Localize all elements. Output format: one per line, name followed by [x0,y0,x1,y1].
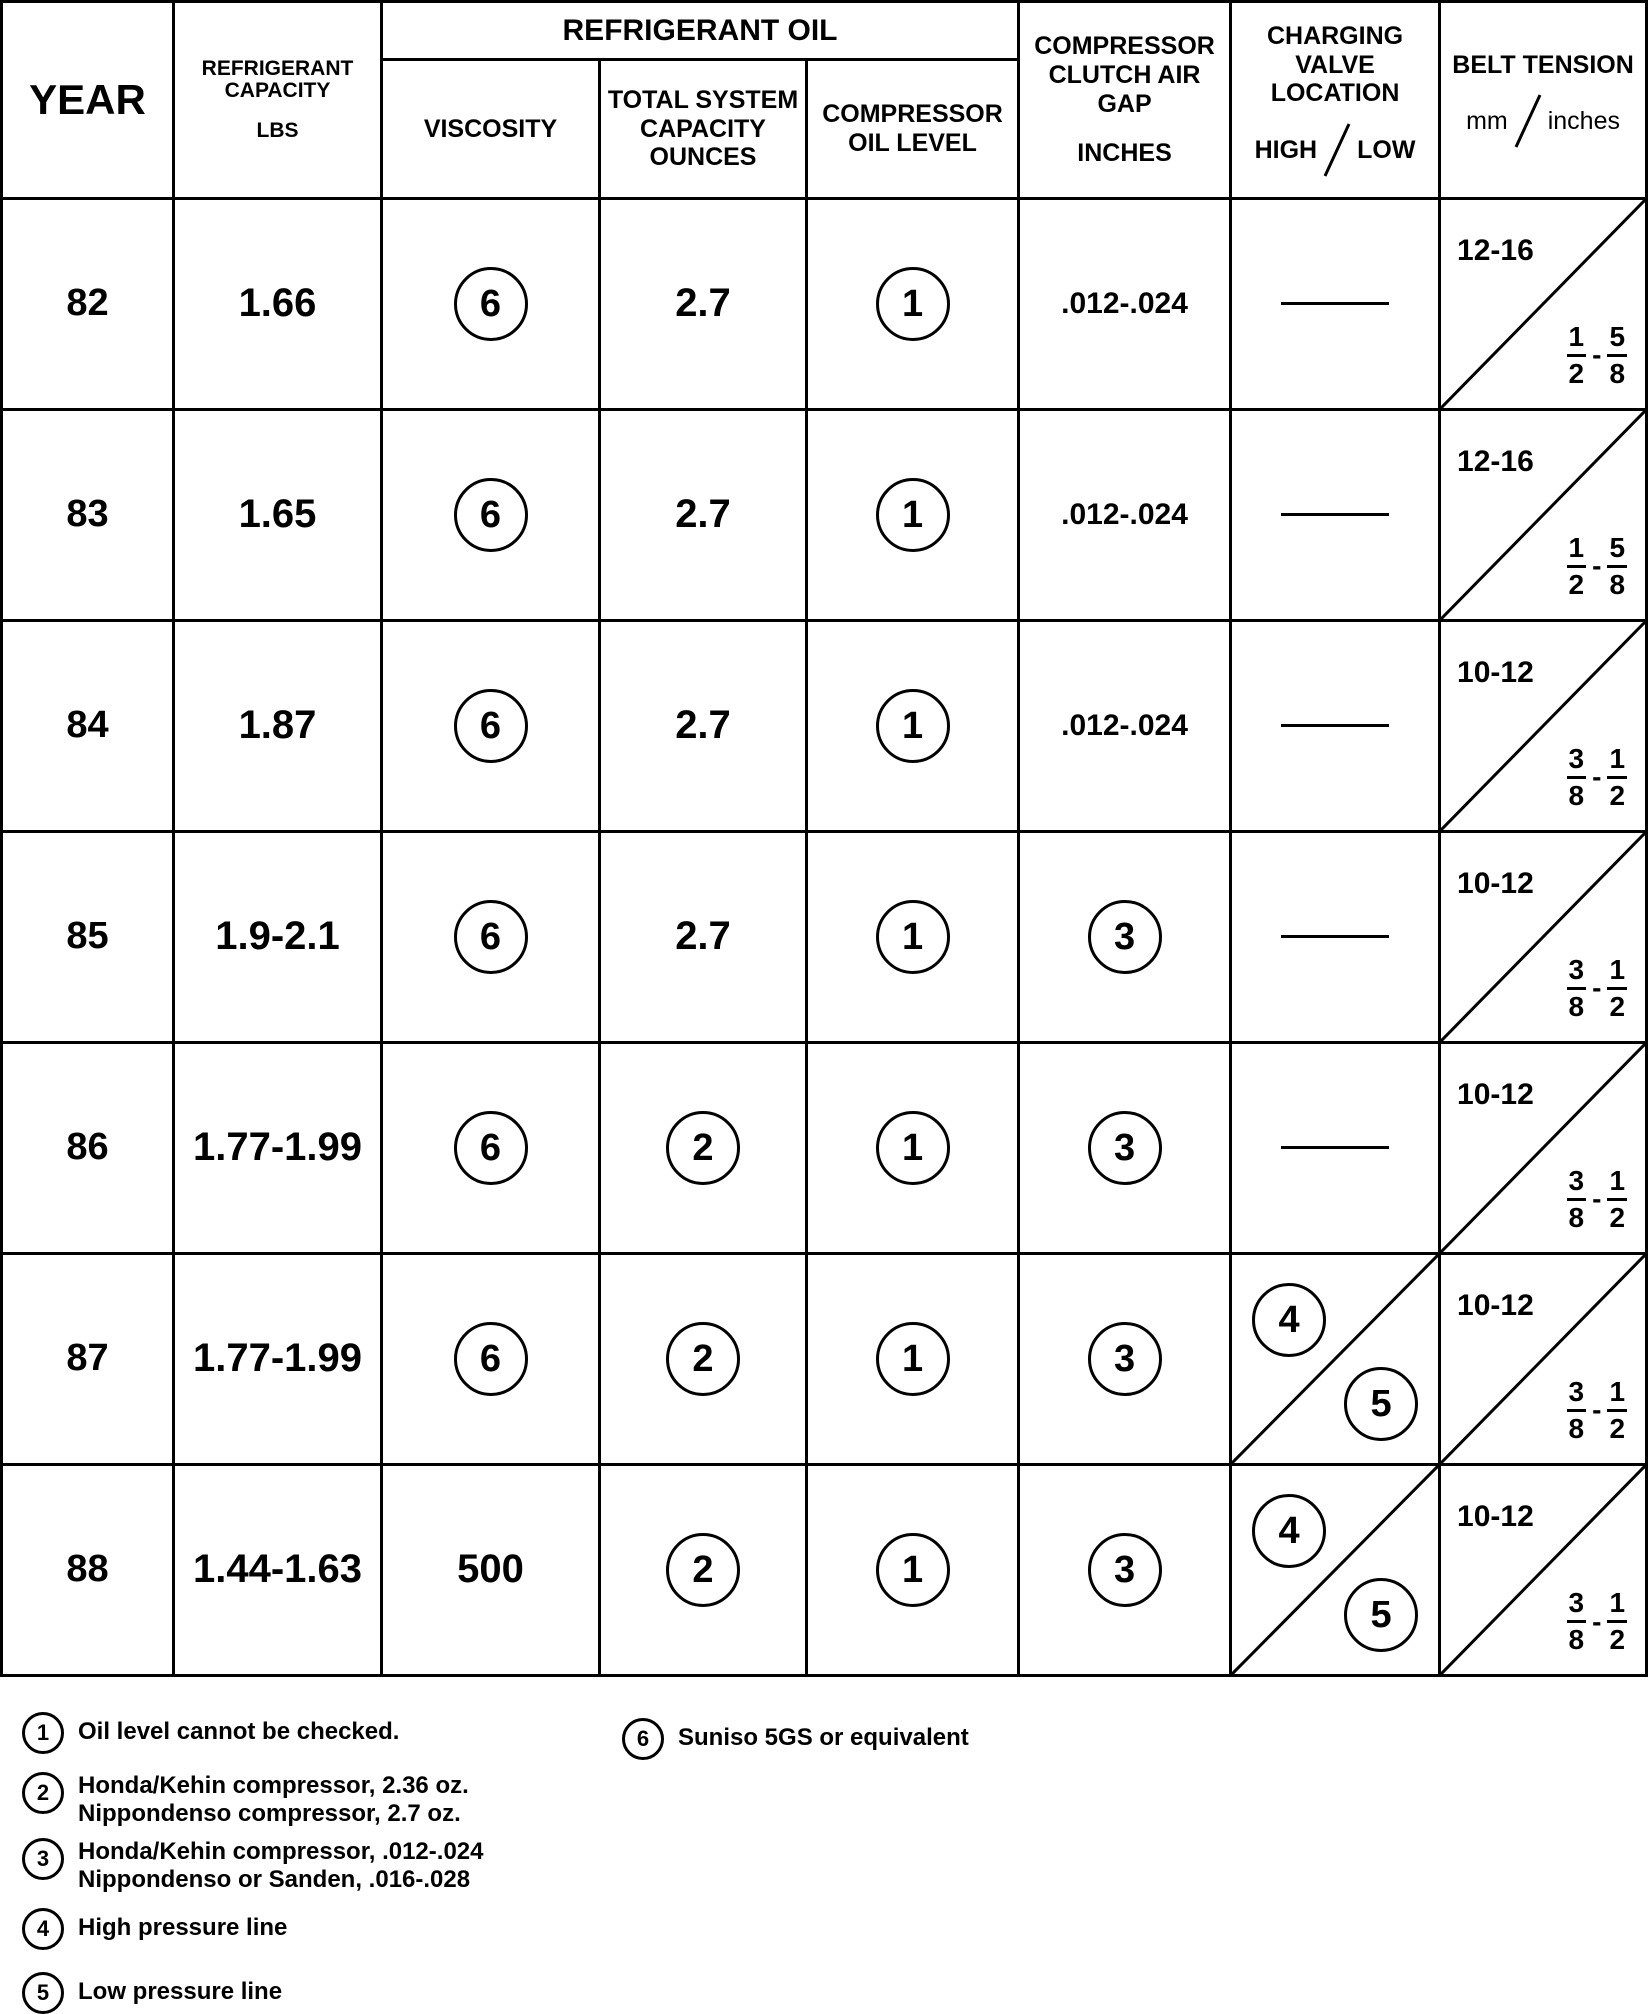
cell-text: .012-.024 [1061,708,1188,742]
legend-item-4 [22,1908,287,1950]
fraction-denominator: 2 [1609,779,1626,811]
fraction-numerator: 1 [1607,1378,1627,1412]
belt-tension-inches [1567,953,1627,1022]
fraction-denominator: 2 [1609,1201,1626,1233]
fraction-separator: - [1592,339,1602,371]
header-mm: mm [1466,106,1508,135]
legend-line: Nippondenso compressor, 2.7 oz. [78,1799,461,1827]
table-row [2,198,1647,409]
cell-refrigerant-capacity: 1.87 [174,620,382,831]
cell-gap [1019,198,1231,409]
legend-item-5 [22,1972,282,2014]
fraction-min [1567,1164,1587,1233]
no-value-dash [1281,302,1389,305]
cell-gap [1019,409,1231,620]
fraction-numerator: 3 [1567,1167,1587,1201]
cell-belt-tension [1440,831,1647,1042]
header-charging-valve [1231,2,1440,199]
cell-oil-level [807,831,1019,1042]
legend-item-6 [622,1718,969,1760]
cell-refrigerant-capacity: 1.9-2.1 [174,831,382,1042]
no-value-dash [1281,935,1389,938]
fraction-max [1607,320,1627,389]
cell-gap [1019,1042,1231,1253]
note-marker-2: 2 [22,1772,64,1814]
fraction-denominator: 2 [1609,1412,1626,1444]
fraction-min [1567,1589,1587,1654]
fraction-numerator: 1 [1607,1167,1627,1201]
belt-tension-mm: 10-12 [1457,655,1534,689]
header-clutch-air-gap-label: COMPRESSOR CLUTCH AIR GAP [1034,32,1215,118]
note-marker-1: 1 [876,1533,950,1607]
legend [0,1690,1648,2010]
note-marker-1: 1 [876,689,950,763]
header-year: YEAR [2,2,174,199]
note-marker-6: 6 [454,900,528,974]
note-marker-2: 2 [666,1322,740,1396]
fraction-separator: - [1592,1394,1602,1426]
cell-viscosity [382,1464,600,1675]
cell-text: 2.7 [675,703,731,748]
cell-text: 2.7 [675,492,731,537]
cell-charging-valve [1231,831,1440,1042]
note-marker-4: 4 [1252,1494,1326,1568]
diagonal-divider [1232,1255,1438,1463]
belt-tension-mm: 10-12 [1457,1499,1534,1533]
note-marker-6: 6 [622,1718,664,1760]
belt-tension-inches [1567,320,1627,389]
cell-charging-valve [1231,198,1440,409]
belt-tension-mm: 12-16 [1457,233,1534,267]
fraction-numerator: 1 [1567,534,1587,568]
note-marker-2: 2 [666,1111,740,1185]
fraction-min [1567,953,1587,1022]
cell-viscosity [382,1253,600,1464]
cell-gap [1019,831,1231,1042]
header-belt-tension-label: BELT TENSION [1452,50,1634,79]
cell-refrigerant-capacity: 1.77-1.99 [174,1253,382,1464]
cell-belt-tension [1440,1253,1647,1464]
header-high: HIGH [1254,135,1318,164]
slash-divider [1510,93,1546,149]
table-row [2,1253,1647,1464]
note-marker-6: 6 [454,1111,528,1185]
legend-line: Low pressure line [78,1978,283,2005]
note-marker-5: 5 [1344,1367,1418,1441]
note-marker-4: 4 [1252,1283,1326,1357]
header-mm-inches [1441,93,1645,149]
legend-item-3 [22,1838,483,1893]
legend-text [78,1914,287,1942]
note-marker-3: 3 [1088,900,1162,974]
header-clutch-air-gap [1019,2,1231,199]
header-belt-tension [1440,2,1647,199]
cell-belt-tension [1440,198,1647,409]
no-value-dash [1281,513,1389,516]
note-marker-6: 6 [454,478,528,552]
note-marker-6: 6 [454,267,528,341]
legend-text [78,1838,483,1893]
cell-belt-tension [1440,1042,1647,1253]
note-marker-4: 4 [22,1908,64,1950]
fraction-max [1607,1589,1627,1654]
fraction-numerator: 5 [1607,534,1627,568]
legend-line: Honda/Kehin compressor, 2.36 oz. [78,1772,469,1799]
table-row [2,831,1647,1042]
cell-text: 500 [457,1547,524,1592]
diagonal-divider [1232,1466,1438,1674]
table-row [2,409,1647,620]
cell-viscosity [382,620,600,831]
cell-text: .012-.024 [1061,286,1188,320]
belt-tension-mm: 10-12 [1457,866,1534,900]
table-row [2,1042,1647,1253]
cell-belt-tension [1440,620,1647,831]
fraction-separator: - [1592,550,1602,582]
cell-viscosity [382,831,600,1042]
table-body [2,198,1647,1675]
note-marker-1: 1 [876,1111,950,1185]
cell-refrigerant-capacity: 1.66 [174,198,382,409]
cell-year: 83 [2,409,174,620]
header-refrigerant-oil: REFRIGERANT OIL [382,2,1019,60]
legend-text [678,1724,969,1752]
belt-tension-inches [1567,1164,1627,1233]
fraction-denominator: 2 [1568,568,1585,600]
fraction-min [1567,1375,1587,1444]
cell-belt-tension [1440,409,1647,620]
cell-total [600,1464,807,1675]
legend-line: Nippondenso or Sanden, .016-.028 [78,1865,471,1893]
cell-total [600,831,807,1042]
cell-oil-level [807,409,1019,620]
cell-viscosity [382,409,600,620]
fraction-numerator: 1 [1607,745,1627,779]
fraction-numerator: 5 [1607,323,1627,357]
cell-year: 86 [2,1042,174,1253]
note-marker-6: 6 [454,1322,528,1396]
header-high-low [1232,122,1438,178]
fraction-numerator: 1 [1607,1589,1627,1623]
legend-text [78,1772,469,1827]
header-refrigerant-capacity [174,2,382,199]
fraction-numerator: 1 [1567,323,1587,357]
note-marker-1: 1 [22,1712,64,1754]
fraction-max [1607,1375,1627,1444]
fraction-max [1607,953,1627,1022]
header-clutch-air-gap-unit: INCHES [1077,138,1172,167]
fraction-separator: - [1592,761,1602,793]
fraction-numerator: 1 [1607,956,1627,990]
note-marker-1: 1 [876,267,950,341]
cell-charging-valve [1231,620,1440,831]
fraction-numerator: 3 [1567,1378,1587,1412]
cell-text: .012-.024 [1061,497,1188,531]
cell-charging-valve [1231,1253,1440,1464]
fraction-denominator: 8 [1609,357,1626,389]
cell-charging-valve [1231,1464,1440,1675]
belt-tension-inches [1567,1589,1627,1654]
cell-text: 2.7 [675,281,731,326]
cell-text: 2.7 [675,914,731,959]
cell-gap [1019,1464,1231,1675]
cell-gap [1019,1253,1231,1464]
cell-total [600,409,807,620]
cell-gap [1019,620,1231,831]
fraction-numerator: 3 [1567,1589,1587,1623]
belt-tension-inches [1567,1375,1627,1444]
cell-oil-level [807,1042,1019,1253]
table-row [2,1464,1647,1675]
header-inches: inches [1547,106,1620,135]
header-oil-level: COMPRESSOR OIL LEVEL [807,60,1019,199]
belt-tension-mm: 10-12 [1457,1288,1534,1322]
fraction-max [1607,1164,1627,1233]
cell-oil-level [807,198,1019,409]
note-marker-1: 1 [876,478,950,552]
belt-tension-inches [1567,742,1627,811]
note-marker-3: 3 [22,1838,64,1880]
legend-item-2 [22,1772,469,1827]
note-marker-3: 3 [1088,1322,1162,1396]
legend-item-1 [22,1712,399,1754]
no-value-dash [1281,1146,1389,1149]
header-refrigerant-capacity-label: REFRIGERANT CAPACITY [201,56,354,102]
legend-line: Oil level cannot be checked. [78,1718,400,1745]
fraction-min [1567,320,1587,389]
fraction-separator: - [1592,972,1602,1004]
valve-diagonal [1232,1255,1438,1463]
legend-line: Suniso 5GS or equivalent [678,1724,969,1751]
fraction-denominator: 8 [1568,779,1585,811]
fraction-denominator: 8 [1568,1201,1585,1233]
no-value-dash [1281,724,1389,727]
header-charging-valve-label: CHARGING VALVE LOCATION [1266,21,1404,108]
cell-oil-level [807,620,1019,831]
belt-tension-mm: 12-16 [1457,444,1534,478]
fraction-denominator: 8 [1568,1624,1585,1655]
cell-viscosity [382,1042,600,1253]
legend-line: Honda/Kehin compressor, .012-.024 [78,1838,484,1865]
note-marker-3: 3 [1088,1533,1162,1607]
fraction-denominator: 2 [1568,357,1585,389]
fraction-numerator: 3 [1567,956,1587,990]
note-marker-5: 5 [1344,1578,1418,1652]
cell-total [600,620,807,831]
note-marker-5: 5 [22,1972,64,2014]
note-marker-6: 6 [454,689,528,763]
note-marker-1: 1 [876,1322,950,1396]
cell-viscosity [382,198,600,409]
cell-total [600,1253,807,1464]
cell-year: 85 [2,831,174,1042]
cell-refrigerant-capacity: 1.65 [174,409,382,620]
valve-diagonal [1232,1466,1438,1674]
cell-year: 84 [2,620,174,831]
note-marker-2: 2 [666,1533,740,1607]
fraction-max [1607,531,1627,600]
cell-refrigerant-capacity: 1.44-1.63 [174,1464,382,1675]
fraction-denominator: 8 [1609,568,1626,600]
fraction-numerator: 3 [1567,745,1587,779]
fraction-min [1567,531,1587,600]
fraction-denominator: 2 [1609,990,1626,1022]
header-total-capacity: TOTAL SYSTEM CAPACITY OUNCES [600,60,807,199]
cell-refrigerant-capacity: 1.77-1.99 [174,1042,382,1253]
fraction-max [1607,742,1627,811]
header-refrigerant-capacity-unit: LBS [256,118,299,142]
cell-year: 88 [2,1464,174,1675]
belt-tension-mm: 10-12 [1457,1077,1534,1111]
legend-text [78,1978,282,2006]
cell-charging-valve [1231,1042,1440,1253]
belt-tension-inches [1567,531,1627,600]
note-marker-3: 3 [1088,1111,1162,1185]
fraction-denominator: 8 [1568,1412,1585,1444]
note-marker-1: 1 [876,900,950,974]
cell-total [600,198,807,409]
fraction-denominator: 2 [1609,1624,1626,1655]
header-low: LOW [1357,135,1416,164]
legend-text [78,1718,399,1746]
cell-year: 82 [2,198,174,409]
cell-charging-valve [1231,409,1440,620]
fraction-min [1567,742,1587,811]
legend-line: High pressure line [78,1914,288,1941]
cell-year: 87 [2,1253,174,1464]
fraction-denominator: 8 [1568,990,1585,1022]
slash-divider [1319,122,1355,178]
cell-belt-tension [1440,1464,1647,1675]
fraction-separator: - [1592,1605,1602,1637]
cell-total [600,1042,807,1253]
fraction-separator: - [1592,1183,1602,1215]
cell-oil-level [807,1253,1019,1464]
table-row [2,620,1647,831]
header-viscosity: VISCOSITY [382,60,600,199]
cell-oil-level [807,1464,1019,1675]
